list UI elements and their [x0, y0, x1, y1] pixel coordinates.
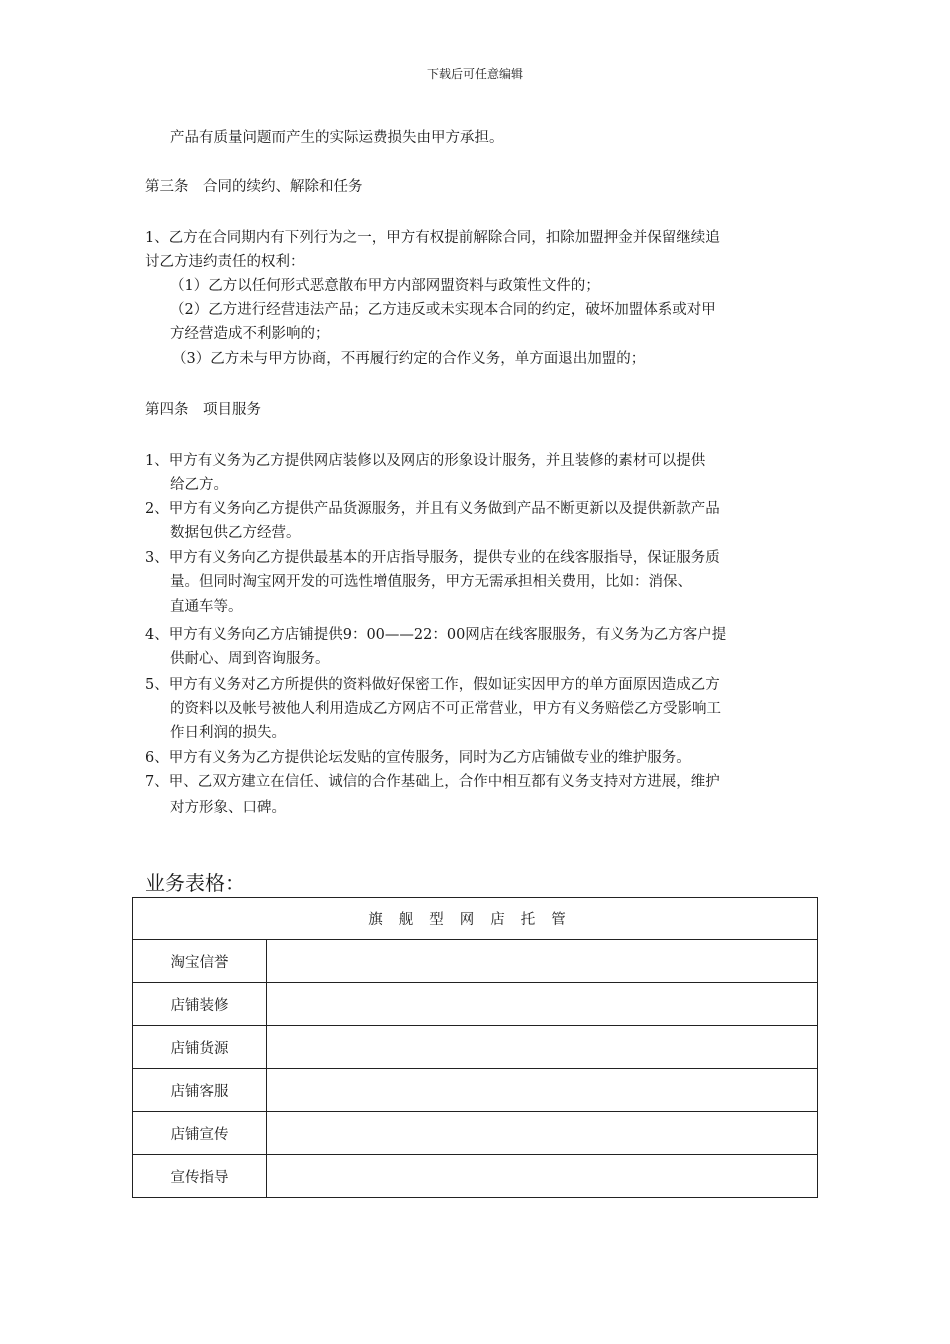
- table-row-value: [267, 983, 818, 1026]
- table-row: [133, 1155, 818, 1198]
- table-row-value: [267, 1026, 818, 1069]
- article-4-item-7-line-1: 7、甲、乙双方建立在信任、诚信的合作基础上，合作中相互都有义务支持对方进展，维护: [145, 774, 720, 790]
- article-4-item-5-line-2: 的资料以及帐号被他人利用造成乙方网店不可正常营业，甲方有义务赔偿乙方受影响工: [170, 701, 721, 717]
- business-table: [132, 897, 818, 1198]
- article-4-item-3-line-3: 直通车等。: [170, 599, 243, 615]
- table-row-value: [267, 940, 818, 983]
- article-4-item-2-line-1: 2、甲方有义务向乙方提供产品货源服务，并且有义务做到产品不断更新以及提供新款产品: [145, 501, 720, 517]
- article-4-item-6: 6、甲方有义务为乙方提供论坛发贴的宣传服务，同时为乙方店铺做专业的维护服务。: [145, 750, 691, 766]
- article-4-item-5-line-1: 5、甲方有义务对乙方所提供的资料做好保密工作，假如证实因甲方的单方面原因造成乙方: [145, 677, 720, 693]
- paragraph-line: 产品有质量问题而产生的实际运费损失由甲方承担。: [170, 130, 504, 146]
- article-4-item-2-line-2: 数据包供乙方经营。: [170, 525, 301, 541]
- table-header-cell: 旗舰型网店托管: [133, 898, 818, 940]
- article-3-subitem-2-line-1: （2）乙方进行经营违法产品；乙方违反或未实现本合同的约定，破坏加盟体系或对甲: [170, 302, 716, 318]
- table-row: [133, 983, 818, 1026]
- table-row-label: 店铺宣传: [133, 1112, 267, 1155]
- article-4-item-4-line-2: 供耐心、周到咨询服务。: [170, 651, 330, 667]
- table-header-row: [133, 898, 818, 940]
- table-row-label: 淘宝信誉: [133, 940, 267, 983]
- table-row: [133, 1112, 818, 1155]
- table-row: [133, 940, 818, 983]
- table-row: [133, 1069, 818, 1112]
- table-row-value: [267, 1155, 818, 1198]
- article-3-item-1-line-1: 1、乙方在合同期内有下列行为之一，甲方有权提前解除合同，扣除加盟押金并保留继续追: [145, 230, 720, 246]
- article-3-subitem-2-line-2: 方经营造成不利影响的；: [170, 326, 330, 342]
- article-4-item-1-line-1: 1、甲方有义务为乙方提供网店装修以及网店的形象设计服务，并且装修的素材可以提供: [145, 453, 706, 469]
- article-3-title: 第三条 合同的续约、解除和任务: [145, 179, 363, 195]
- article-4-item-3-line-1: 3、甲方有义务向乙方提供最基本的开店指导服务，提供专业的在线客服指导，保证服务质: [145, 550, 720, 566]
- article-4-item-7-line-2: 对方形象、口碑。: [170, 800, 286, 816]
- article-3-subitem-3: （3）乙方未与甲方协商，不再履行约定的合作义务，单方面退出加盟的；: [172, 351, 646, 367]
- table-row-label: 店铺货源: [133, 1026, 267, 1069]
- table-row-label: 店铺装修: [133, 983, 267, 1026]
- table-row-value: [267, 1069, 818, 1112]
- page-header-note: 下载后可任意编辑: [426, 67, 523, 81]
- article-4-item-1-line-2: 给乙方。: [170, 477, 228, 493]
- business-table-title: 业务表格：: [145, 871, 245, 895]
- table-row-value: [267, 1112, 818, 1155]
- article-4-item-3-line-2: 量。但同时淘宝网开发的可选性增值服务，甲方无需承担相关费用，比如：消保、: [170, 574, 692, 590]
- table-row-label: 店铺客服: [133, 1069, 267, 1112]
- table-row-label: 宣传指导: [133, 1155, 267, 1198]
- article-4-item-5-line-3: 作日利润的损失。: [170, 725, 286, 741]
- table-row: [133, 1026, 818, 1069]
- article-3-item-1-line-2: 讨乙方违约责任的权利：: [145, 254, 305, 270]
- article-4-title: 第四条 项目服务: [145, 402, 261, 418]
- article-4-item-4-line-1: 4、甲方有义务向乙方店铺提供9：00——22：00网店在线客服服务，有义务为乙方客户提: [145, 627, 727, 643]
- article-3-subitem-1: （1）乙方以任何形式恶意散布甲方内部网盟资料与政策性文件的；: [170, 278, 600, 294]
